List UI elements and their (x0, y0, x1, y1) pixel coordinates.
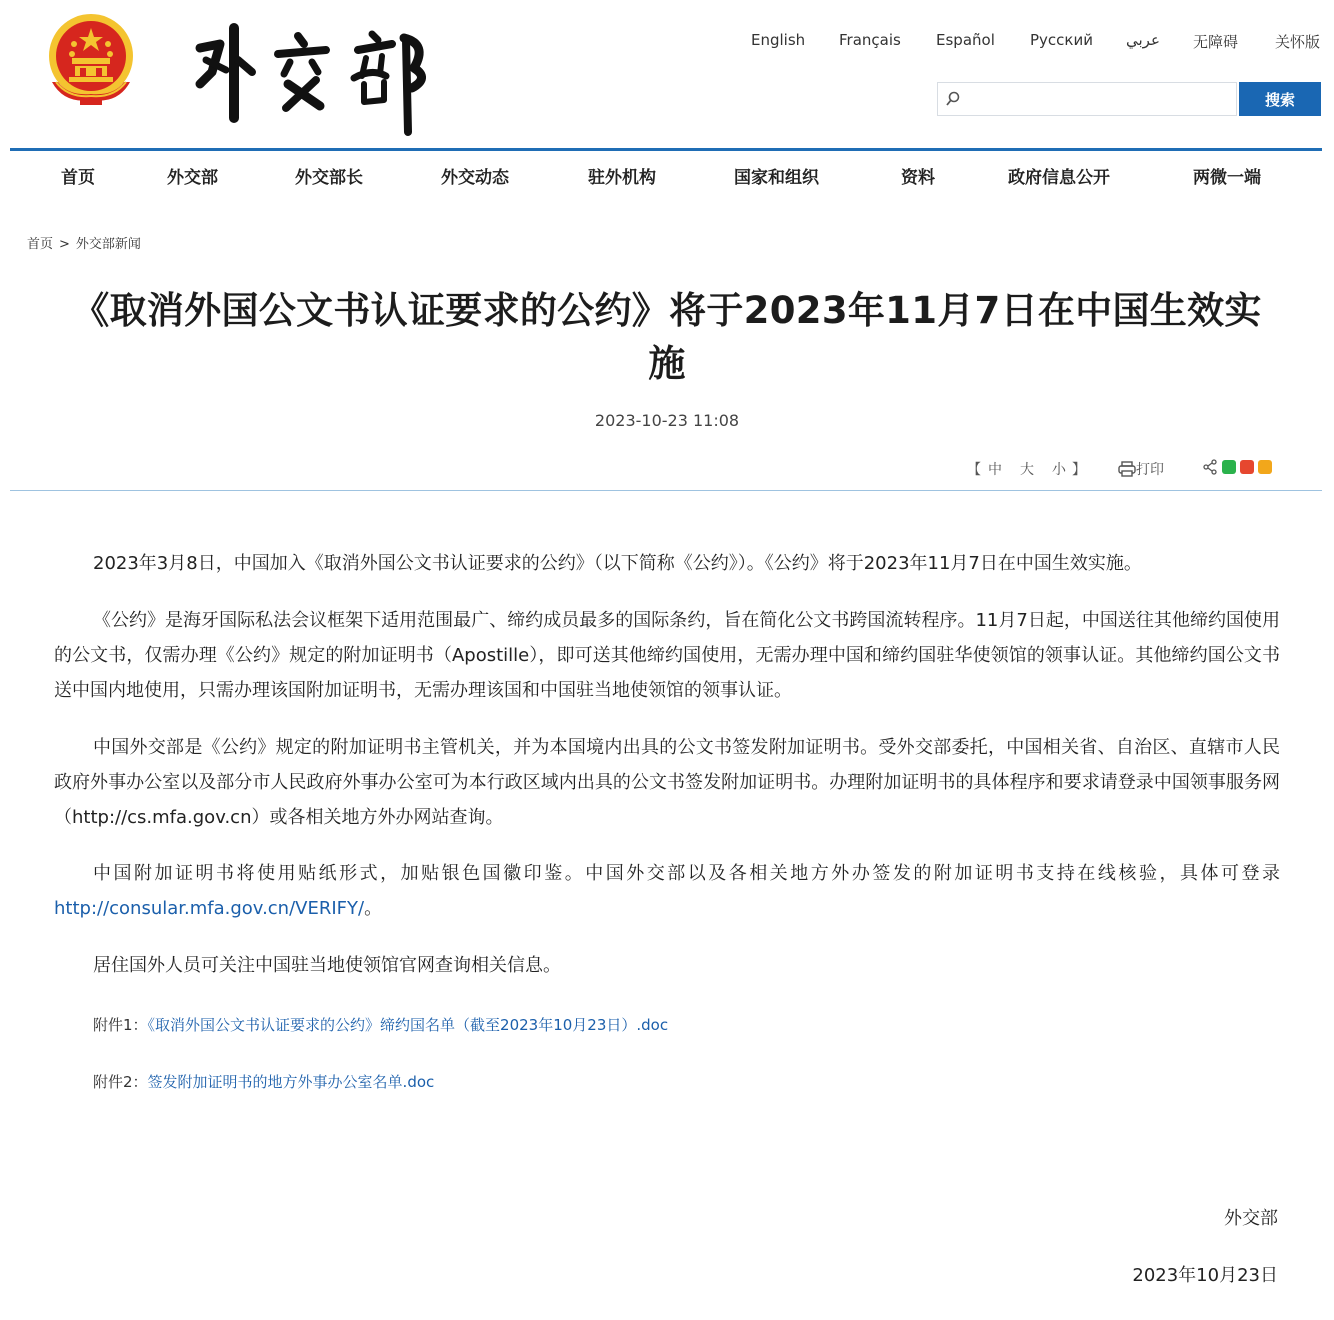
lang-russian[interactable]: Русский (1030, 31, 1093, 49)
signature-date: 2023年10月23日 (1132, 1265, 1278, 1286)
print-button[interactable] (1118, 459, 1164, 479)
attachment-1-label: 附件1： (93, 1016, 148, 1034)
nav-item-missions[interactable]: 驻外机构 (588, 168, 656, 188)
weibo-icon[interactable] (1240, 460, 1254, 474)
search-input[interactable] (964, 88, 1233, 112)
share-bar (1202, 459, 1272, 476)
qzone-icon[interactable] (1258, 460, 1272, 474)
font-size-close: 】 (1072, 462, 1086, 478)
print-label: 打印 (1136, 462, 1164, 478)
font-size-large[interactable]: 大 (1020, 462, 1034, 478)
breadcrumb-separator: > (59, 237, 70, 252)
article-tools (0, 459, 1334, 481)
share-icon[interactable] (1202, 459, 1218, 475)
paragraph-4-text: 中国附加证明书将使用贴纸形式，加贴银色国徽印鉴。中国外交部以及各相关地方外办签发的附加证明书支持在线核验，具体可登录 (93, 863, 1280, 884)
search-box (937, 82, 1237, 116)
font-size-open: 【 (967, 462, 981, 478)
print-icon (1118, 461, 1136, 477)
lang-arabic[interactable]: عربي (1126, 31, 1160, 49)
header-divider (10, 148, 1322, 151)
nav-item-gov-info[interactable]: 政府信息公开 (1008, 168, 1110, 188)
nav-item-home[interactable]: 首页 (61, 168, 95, 188)
nav-item-countries[interactable]: 国家和组织 (734, 168, 819, 188)
paragraph-5: 居住国外人员可关注中国驻当地使领馆官网查询相关信息。 (93, 955, 561, 976)
title-divider (10, 490, 1322, 491)
nav-item-minister[interactable]: 外交部长 (295, 168, 363, 188)
search-icon (945, 91, 961, 107)
lang-english[interactable]: English (751, 31, 806, 49)
attachment-2 (93, 1071, 434, 1092)
nav-item-resources[interactable]: 资料 (901, 168, 935, 188)
font-size-medium[interactable]: 中 (988, 462, 1002, 478)
search-button[interactable]: 搜索 (1239, 82, 1321, 116)
main-nav (0, 163, 1334, 193)
verify-link[interactable]: http://consular.mfa.gov.cn/VERIFY/ (54, 898, 365, 919)
national-emblem[interactable] (44, 12, 138, 108)
wechat-icon[interactable] (1222, 460, 1236, 474)
font-size-small[interactable]: 小 (1052, 462, 1066, 478)
nav-item-ministry[interactable]: 外交部 (167, 168, 218, 188)
nav-item-social[interactable]: 两微一端 (1193, 168, 1261, 188)
breadcrumb-current[interactable]: 外交部新闻 (75, 237, 141, 252)
lang-spanish[interactable]: Español (936, 31, 995, 49)
paragraph-2: 《公约》是海牙国际私法会议框架下适用范围最广、缔约成员最多的国际条约，旨在简化公文书跨国流转程序。11月7日起，中国送往其他缔约国使用的公文书，仅需办理《公约》规定的附加证明书（Apostille），即可送其他缔约国使用，无需办理中国和缔约国驻华使领馆的领事认证。其他缔约国公文书送中国内地使用，只需办理该国附加证明书，无需办理该国和中国驻当地使领馆的领事认证。 (54, 610, 1280, 701)
paragraph-1: 2023年3月8日，中国加入《取消外国公文书认证要求的公约》（以下简称《公约》）。《公约》将于2023年11月7日在中国生效实施。 (93, 553, 1142, 574)
paragraph-4-end: 。 (364, 898, 383, 919)
page-title: 《取消外国公文书认证要求的公约》将于2023年11月7日在中国生效实施 (72, 289, 1262, 385)
paragraph-3: 中国外交部是《公约》规定的附加证明书主管机关，并为本国境内出具的公文书签发附加证明书。受外交部委托，中国相关省、自治区、直辖市人民政府外事办公室以及部分市人民政府外事办公室可为本行政区域内出具的公文书签发附加证明书。办理附加证明书的具体程序和要求请登录中国领事服务网（http://cs.mfa.gov.cn）或各相关地方外办网站查询。 (54, 737, 1280, 828)
signature-org: 外交部 (1224, 1208, 1278, 1229)
attachment-1-link[interactable]: 《取消外国公文书认证要求的公约》缔约国名单（截至2023年10月23日）.doc (147, 1016, 669, 1034)
paragraph-4 (54, 856, 1280, 926)
publish-date: 2023-10-23 11:08 (594, 411, 740, 430)
breadcrumb (27, 233, 141, 252)
attachment-2-label: 附件2： (93, 1073, 148, 1091)
breadcrumb-home[interactable]: 首页 (27, 237, 54, 252)
nav-item-activities[interactable]: 外交动态 (441, 168, 509, 188)
attachment-1 (93, 1014, 668, 1035)
lang-accessibility[interactable]: 无障碍 (1193, 33, 1239, 51)
language-bar (0, 31, 1334, 51)
attachment-2-link[interactable]: 签发附加证明书的地方外事办公室名单.doc (147, 1073, 435, 1091)
lang-french[interactable]: Français (839, 31, 901, 49)
lang-care-version[interactable]: 关怀版 (1275, 33, 1321, 51)
